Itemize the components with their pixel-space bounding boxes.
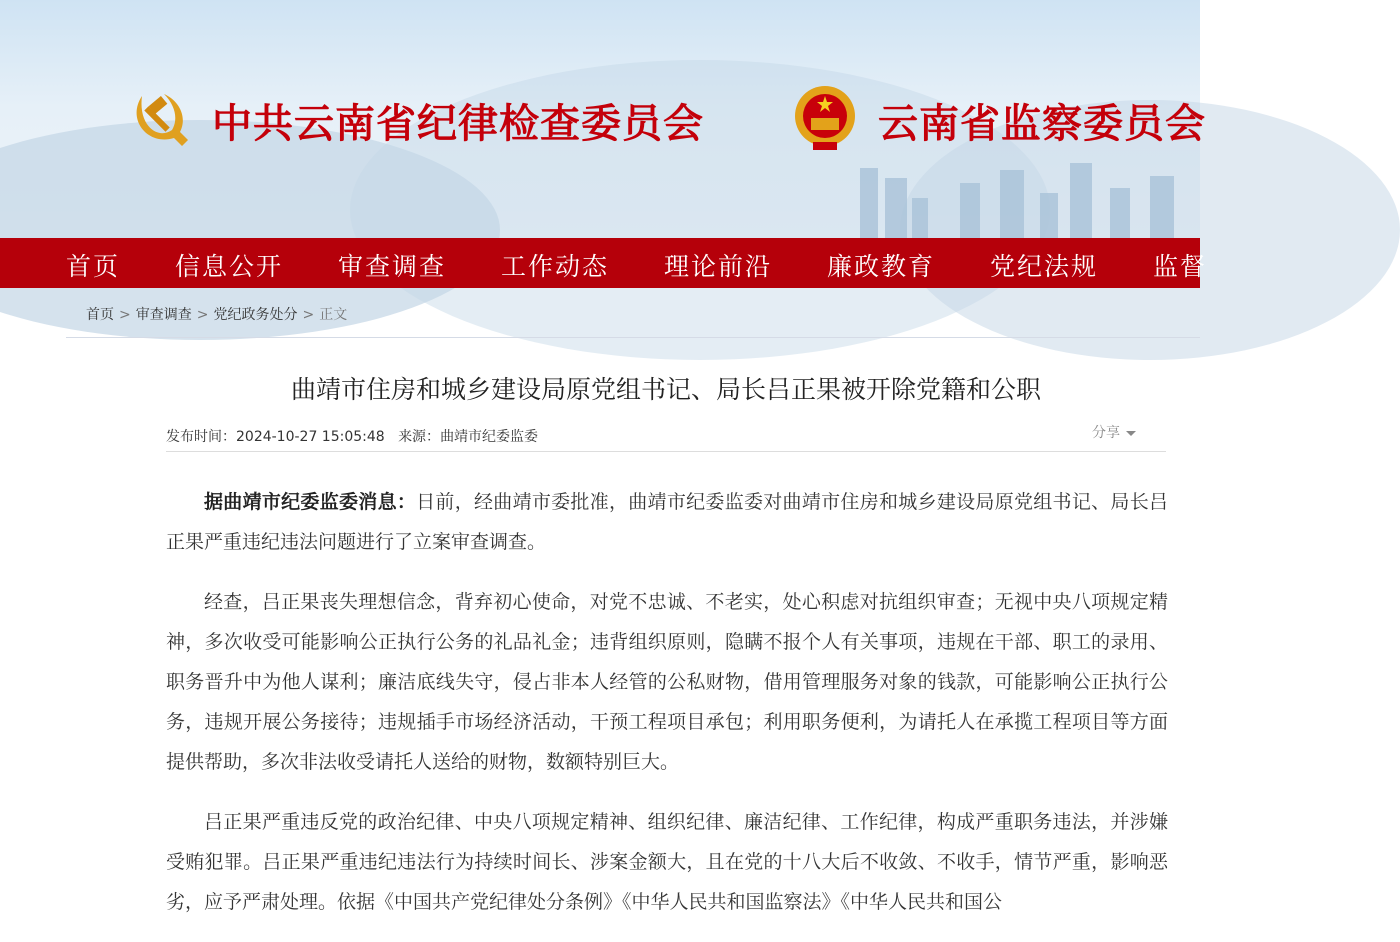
site-title-commission: 中共云南省纪律检查委员会 (212, 101, 704, 147)
article-body (166, 482, 1168, 942)
divider (66, 337, 1200, 338)
publish-label: 发布时间： (166, 429, 236, 445)
share-label: 分享 (1092, 425, 1120, 441)
breadcrumb-investigation[interactable]: 审查调查 (135, 307, 192, 323)
lead-source: 据曲靖市纪委监委消息： (204, 491, 417, 513)
breadcrumb-separator: > (119, 307, 131, 323)
nav-work-news[interactable]: 工作动态 (501, 252, 610, 281)
source-label: 来源： (398, 429, 441, 445)
nav-party-rules[interactable]: 党纪法规 (990, 252, 1099, 281)
article-title: 曲靖市住房和城乡建设局原党组书记、局长吕正果被开除党籍和公职 (290, 375, 1041, 404)
main-nav (0, 238, 1208, 288)
breadcrumb-separator: > (302, 307, 315, 323)
site-title-supervision: 云南省监察委员会 (878, 101, 1206, 147)
breadcrumb-current: 正文 (319, 307, 348, 323)
paragraph (166, 482, 1168, 562)
nav-theory[interactable]: 理论前沿 (664, 252, 773, 281)
publish-time: 2024-10-27 15:05:48 (236, 429, 385, 445)
divider (166, 451, 1166, 452)
breadcrumb-separator: > (196, 307, 209, 323)
nav-integrity-education[interactable]: 廉政教育 (827, 252, 936, 281)
nav-info-disclosure[interactable]: 信息公开 (175, 252, 284, 281)
paragraph: 经查，吕正果丧失理想信念，背弃初心使命，对党不忠诚、不老实，处心积虑对抗组织审查；无视中央八项规定精神，多次收受可能影响公正执行公务的礼品礼金；违背组织原则，隐瞒不报个人有关事项，违规在干部、职工的录用、职务晋升中为他人谋利；廉洁底线失守，侵占非本人经管的公私财物，借用管理服务对象的钱款，可能影响公正执行公务，违规开展公务接待；违规插手市场经济活动，干预工程项目承包；利用职务便利，为请托人在承揽工程项目等方面提供帮助，多次非法收受请托人送给的财物，数额特别巨大。 (166, 591, 1168, 773)
breadcrumb-sanctions[interactable]: 党纪政务处分 (213, 307, 298, 323)
source: 曲靖市纪委监委 (440, 429, 539, 445)
caret-down-icon (1126, 431, 1136, 436)
paragraph-text: 日前，经曲靖市委批准，曲靖市纪委监委对曲靖市住房和城乡建设局原党组书记、局长吕正果严重违纪违法问题进行了立案审查调查。 (166, 491, 1168, 553)
nav-supervision[interactable]: 监督 (1153, 252, 1208, 281)
article-meta (166, 426, 538, 446)
site-banner (0, 0, 1206, 238)
paragraph: 吕正果严重违反党的政治纪律、中央八项规定精神、组织纪律、廉洁纪律、工作纪律，构成严重职务违法，并涉嫌受贿犯罪。吕正果严重违纪违法行为持续时间长、涉案金额大，且在党的十八大后不收敛、不收手，情节严重，影响恶劣，应予严肃处理。依据《中国共产党纪律处分条例》《中华人民共和国监察法》《中华人民共和国公 (166, 811, 1168, 913)
nav-investigation[interactable]: 审查调查 (338, 252, 447, 281)
share-button[interactable] (1092, 422, 1136, 442)
national-emblem-icon (793, 84, 857, 152)
breadcrumb (86, 304, 347, 324)
nav-home[interactable]: 首页 (66, 252, 121, 281)
breadcrumb-home[interactable]: 首页 (86, 307, 114, 323)
party-emblem-icon (128, 86, 192, 150)
